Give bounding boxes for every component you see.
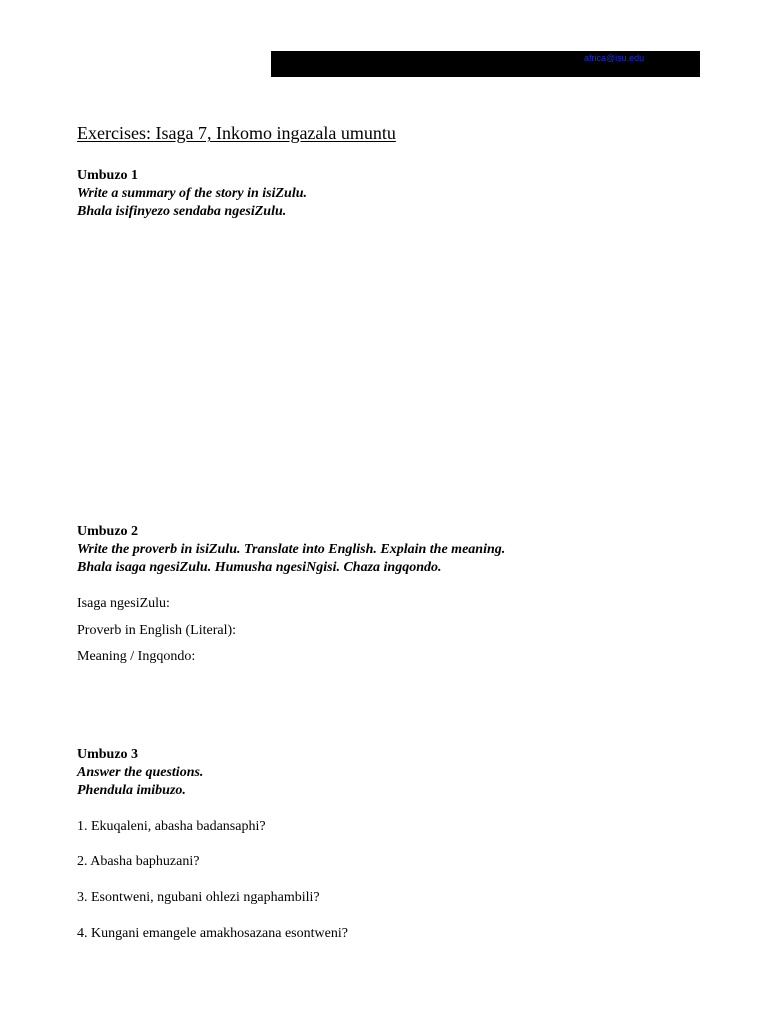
question-2-instruction-zulu: Bhala isaga ngesiZulu. Humusha ngesiNgisi. Chaza ingqondo. xyxy=(77,560,442,575)
question-3-instruction-zulu: Phendula imibuzo. xyxy=(77,783,186,798)
field-label-meaning: Meaning / Ingqondo: xyxy=(77,649,196,664)
question-3-item-3: 3. Esontweni, ngubani ohlezi ngaphambili? xyxy=(77,890,320,905)
question-2-heading: Umbuzo 2 xyxy=(77,524,139,539)
question-3-item-2: 2. Abasha baphuzani? xyxy=(77,854,200,869)
field-label-proverb-english: Proverb in English (Literal): xyxy=(77,623,237,638)
document-title: Exercises: Isaga 7, Inkomo ingazala umuntu xyxy=(77,123,396,143)
question-1-heading: Umbuzo 1 xyxy=(77,168,139,183)
question-3-item-4: 4. Kungani emangele amakhosazana esontweni? xyxy=(77,926,348,941)
question-3-instruction-english: Answer the questions. xyxy=(77,765,204,780)
question-3-heading: Umbuzo 3 xyxy=(77,747,139,762)
question-1-instruction-zulu: Bhala isifinyezo sendaba ngesiZulu. xyxy=(77,204,287,219)
field-label-proverb-zulu: Isaga ngesiZulu: xyxy=(77,596,170,611)
question-1-instruction-english: Write a summary of the story in isiZulu. xyxy=(77,186,307,201)
question-2-instruction-english: Write the proverb in isiZulu. Translate into English. Explain the meaning. xyxy=(77,542,506,557)
contact-email-link[interactable]: africa@isu.edu xyxy=(584,53,645,63)
question-3-item-1: 1. Ekuqaleni, abasha badansaphi? xyxy=(77,819,266,834)
header-bar xyxy=(271,51,700,77)
